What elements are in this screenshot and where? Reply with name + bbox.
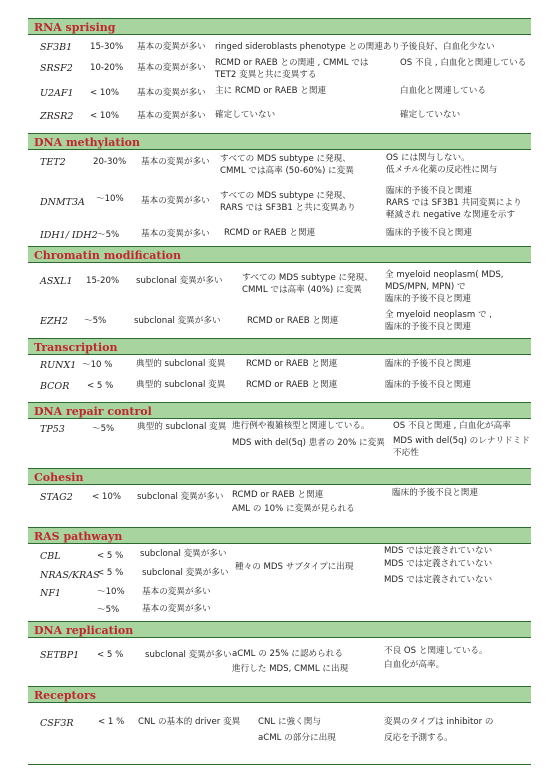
association-text: 確定していない <box>215 110 276 120</box>
prognosis-text: 不良 OS と関連している。 <box>384 646 488 656</box>
mutation-frequency: 20-30% <box>93 157 127 167</box>
prognosis-text: MDS では定義されていない <box>384 559 493 569</box>
association-text: すべての MDS subtype に発現、 <box>242 273 373 283</box>
association-text: RCMD or RAEB と関連 <box>224 228 316 238</box>
mutation-type: 典型的 subclonal 変異 <box>136 380 226 390</box>
mutation-type: 基本の変異が多い <box>137 63 206 73</box>
association-text: RARS では SF3B1 と共に変異あり <box>220 203 356 213</box>
mutation-type: 基本の変異が多い <box>141 196 210 206</box>
gene-name: ZRSR2 <box>40 111 74 122</box>
mutation-type: 典型的 subclonal 変異 <box>137 422 227 432</box>
prognosis-text: OS には関与しない。 <box>386 153 470 163</box>
gene-name: SRSF2 <box>40 63 73 74</box>
mutation-frequency: < 5 % <box>97 568 124 578</box>
mutation-frequency: ～5% <box>97 230 120 240</box>
mutation-frequency: < 1 % <box>98 717 125 727</box>
mutation-type: subclonal 変異が多い <box>140 549 227 559</box>
gene-name: CBL <box>40 551 61 562</box>
mutation-frequency: ～10% <box>97 587 125 597</box>
mutation-type: 基本の変異が多い <box>142 587 211 597</box>
section-header-ras-pathway: RAS pathwayn <box>28 527 531 544</box>
gene-name: TET2 <box>40 157 66 168</box>
mutation-type: 基本の変異が多い <box>141 157 210 167</box>
prognosis-text: 低メチル化薬の反応性に関与 <box>386 165 498 175</box>
mutation-frequency: ～10% <box>96 194 124 204</box>
prognosis-text: 確定していない <box>400 110 461 120</box>
prognosis-text: 臨床的予後不良と関連 <box>385 359 471 369</box>
mutation-type: subclonal 変異が多い <box>142 568 229 578</box>
prognosis-text: 予後良好、白血化少ない <box>400 42 495 52</box>
prognosis-text: 臨床的予後不良と関連 <box>385 294 471 304</box>
section-header-dna-repair-control: DNA repair control <box>28 402 531 419</box>
prognosis-text: RARS では SF3B1 共同変異により <box>386 198 522 208</box>
mutation-type: 基本の変異が多い <box>141 229 210 239</box>
gene-name: SF3B1 <box>40 42 73 53</box>
mutation-frequency: < 10% <box>90 111 120 121</box>
section-header-cohesin: Cohesin <box>28 468 531 485</box>
prognosis-text: 臨床的予後不良と関連 <box>386 186 472 196</box>
gene-name: NF1 <box>40 588 61 599</box>
mutation-frequency: ～5% <box>97 605 120 615</box>
prognosis-text: 不応性 <box>393 448 419 458</box>
prognosis-text: 変異のタイプは inhibitor の <box>384 717 494 727</box>
mutation-frequency: < 5 % <box>97 551 124 561</box>
gene-name: SETBP1 <box>40 650 80 661</box>
mutation-frequency: < 10% <box>92 492 122 502</box>
prognosis-text: 反応を予測する。 <box>384 733 453 743</box>
association-text: RCMD or RAEB との関連 , CMML では <box>215 58 369 68</box>
gene-name: TP53 <box>40 424 65 435</box>
mutation-frequency: ～10 % <box>82 360 113 370</box>
mutation-type: subclonal 変異が多い <box>137 492 224 502</box>
mutation-frequency: 10-20% <box>90 63 124 73</box>
prognosis-text: 全 myeloid neoplasm( MDS, <box>385 270 504 280</box>
gene-name: EZH2 <box>40 316 68 327</box>
gene-name: NRAS/KRAS <box>40 570 100 581</box>
mutation-type: 基本の変異が多い <box>137 111 206 121</box>
association-text: CMML では高率 (40%) に変異 <box>242 285 362 295</box>
mutation-type: subclonal 変異が多い <box>134 316 221 326</box>
section-header-rna-splicing: RNA sprising <box>28 18 531 35</box>
association-text: aCML の部分に出現 <box>258 733 336 743</box>
association-text: RCMD or RAEB と関連 <box>246 380 338 390</box>
association-text: MDS with del(5q) 患者の 20% に変異 <box>232 438 385 448</box>
association-text: すべての MDS subtype に発現、 <box>220 191 351 201</box>
association-text: すべての MDS subtype に発現、 <box>220 154 351 164</box>
prognosis-text: MDS では定義されていない <box>384 546 493 556</box>
association-text: RCMD or RAEB と関連 <box>232 490 324 500</box>
mutation-frequency: < 5 % <box>87 381 114 391</box>
mutation-frequency: < 10% <box>90 88 120 98</box>
prognosis-text: MDS with del(5q) のレナリドミド <box>393 436 530 446</box>
mutation-frequency: ～5% <box>84 316 107 326</box>
prognosis-text: 白血化が高率。 <box>384 660 445 670</box>
mutation-type: 基本の変異が多い <box>137 88 206 98</box>
mutation-frequency: 15-30% <box>90 42 124 52</box>
association-text: 種々の MDS サブタイプに出現 <box>235 562 354 572</box>
mutation-frequency: 15-20% <box>86 276 120 286</box>
gene-name: CSF3R <box>40 718 74 729</box>
section-header-dna-methylation: DNA methylation <box>28 133 531 150</box>
mutation-type: subclonal 変異が多い <box>136 276 223 286</box>
prognosis-text: 全 myeloid neoplasm で , <box>385 310 493 320</box>
association-text: 主に RCMD or RAEB と関連 <box>215 86 327 96</box>
prognosis-text: 軽減され negative な関連を示す <box>386 210 515 220</box>
mutation-type: 基本の変異が多い <box>137 42 206 52</box>
prognosis-text: OS 不良 , 白血化と関連している <box>400 58 527 68</box>
prognosis-text: 臨床的予後不良と関連 <box>392 488 478 498</box>
gene-name: DNMT3A <box>40 197 85 208</box>
prognosis-text: 白血化と関連している <box>400 86 486 96</box>
gene-name: IDH1/ IDH2 <box>40 230 98 241</box>
mutation-type: 基本の変異が多い <box>142 604 211 614</box>
section-header-transcription: Transcription <box>28 338 531 355</box>
prognosis-text: 臨床的予後不良と関連 <box>386 228 472 238</box>
association-text: CMML では高率 (50-60%) に変異 <box>220 166 354 176</box>
prognosis-text: 臨床的予後不良と関連 <box>385 380 471 390</box>
prognosis-text: 臨床的予後不良と関連 <box>385 322 471 332</box>
association-text: 進行例や複雑核型と関連している。 <box>232 421 370 431</box>
association-text: AML の 10% に変異が見られる <box>232 504 355 514</box>
mutation-frequency: ～5% <box>92 424 115 434</box>
mutation-type: subclonal 変異が多い <box>145 650 232 660</box>
mutation-frequency: < 5 % <box>97 650 124 660</box>
association-text: aCML の 25% に認められる <box>232 649 343 659</box>
association-text: CNL に強く関与 <box>258 717 321 727</box>
section-header-receptors: Receptors <box>28 686 531 703</box>
association-text: RCMD or RAEB と関連 <box>247 316 339 326</box>
gene-name: STAG2 <box>40 492 73 503</box>
table-bottom-rule <box>28 764 531 765</box>
prognosis-text: MDS では定義されていない <box>384 575 493 585</box>
association-text: TET2 変異と共に変異する <box>215 70 317 80</box>
association-text: 進行した MDS, CMML に出現 <box>232 664 349 674</box>
gene-name: ASXL1 <box>40 276 73 287</box>
gene-name: BCOR <box>40 381 70 392</box>
mutation-type: CNL の基本的 driver 変異 <box>138 717 241 727</box>
association-text: ringed sideroblasts phenotype との関連あり <box>215 42 401 52</box>
gene-name: U2AF1 <box>40 88 74 99</box>
prognosis-text: MDS/MPN, MPN) で <box>385 282 466 292</box>
prognosis-text: OS 不良と関連 , 白血化が高率 <box>393 421 511 431</box>
section-header-chromatin-modification: Chromatin modification <box>28 246 531 263</box>
association-text: RCMD or RAEB と関連 <box>246 359 338 369</box>
mutation-type: 典型的 subclonal 変異 <box>136 359 226 369</box>
gene-name: RUNX1 <box>40 360 77 371</box>
section-header-dna-replication: DNA replication <box>28 621 531 638</box>
